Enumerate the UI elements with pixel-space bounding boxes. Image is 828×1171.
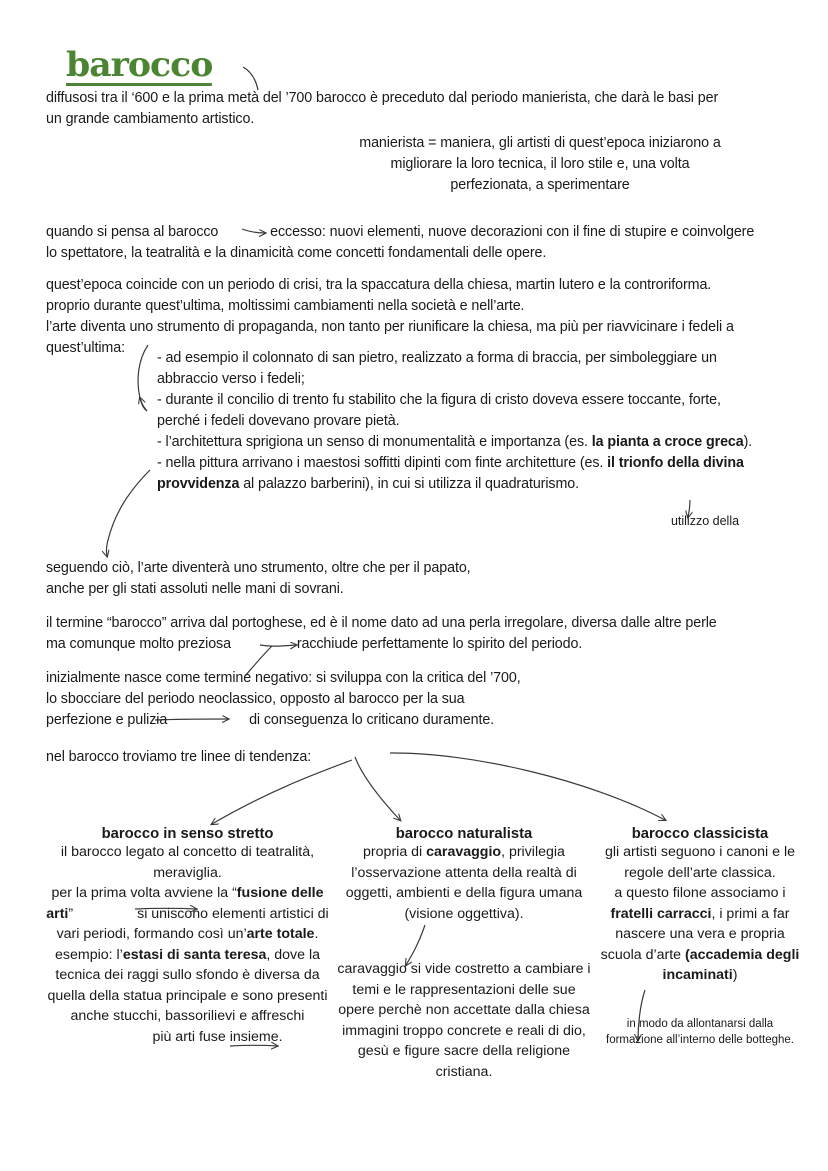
column-3-p1: gli artisti seguono i canoni e le regole dell’arte classica.	[604, 844, 796, 881]
column-3-p2-bold2: (accademia degli incaminati	[662, 946, 800, 983]
column-1-p2-b: ”	[68, 905, 74, 922]
column-1-p1: il barocco legato al concetto di teatralità, meraviglia.	[60, 844, 315, 881]
column-2-p2: caravaggio si vide costretto a cambiare i temi e le rappresentazioni delle sue opere perchè non accettate dalla chiesa immagini troppo concrete e reali di dio, gesù e figure sacre della religione cristiana.	[337, 961, 591, 1080]
eccesso-line-1: eccesso: nuovi elementi, nuove decorazioni con il fine di stupire e coinvolgere	[270, 224, 755, 240]
list-item	[157, 432, 757, 453]
list-item	[157, 348, 757, 390]
note-utilizzo: utilizzo della	[670, 514, 740, 528]
intro-line-2: un grande cambiamento artistico.	[46, 111, 255, 127]
column-2-body	[333, 842, 595, 1082]
bullet-3-text: - l’architettura sprigiona un senso di monumentalità e importanza (es.	[157, 434, 592, 450]
tre-linee-heading: nel barocco troviamo tre linee di tendenza:	[46, 749, 312, 765]
eccesso-line-2: lo spettatore, la teatralità e la dinamicità come concetti fondamentali delle opere.	[46, 245, 547, 261]
negativo-line-2: lo sbocciare del periodo neoclassico, opposto al barocco per la sua	[46, 691, 465, 707]
bullet-4-bold: il trionfo della divina provvidenza	[157, 455, 744, 492]
arrow-branch-3	[390, 753, 665, 820]
column-3-note: in modo da allontanarsi dalla formazione all’interno delle botteghe.	[606, 1017, 794, 1046]
termine-tail: racchiude perfettamente lo spirito del periodo.	[296, 636, 583, 652]
bullet-3-bold: la pianta a croce greca	[591, 434, 744, 450]
document-title-wrap	[66, 45, 213, 86]
negativo-lead: perfezione e pulizia	[46, 712, 168, 728]
intro-paragraph	[46, 88, 786, 130]
column-2-p1-a: propria di	[363, 844, 427, 860]
arrow-branch-2	[355, 757, 400, 820]
column-1-p3-bold: arte totale	[246, 926, 315, 942]
column-3-p2-a: a questo filone associamo i	[614, 885, 786, 901]
termine-row	[46, 634, 816, 655]
column-1-p3-tail: .	[314, 926, 319, 942]
note-manierista	[330, 133, 750, 196]
column-1-p3: si uniscono elementi artistici di vari periodi, formando così un’	[56, 905, 329, 942]
column-3-p2-bold: fratelli carracci	[610, 905, 712, 922]
column-3-p2	[600, 883, 800, 986]
arrow-seguendo	[106, 470, 150, 556]
bullet-4-text: - nella pittura arrivano i maestosi soffitti dipinti com finte architetture (es.	[157, 455, 608, 471]
column-1-p2	[45, 883, 330, 945]
column-1-p4	[45, 945, 330, 1048]
negativo-tail: di conseguenza lo criticano duramente.	[249, 712, 495, 728]
note-manierista-line-2: migliorare la loro tecnica, il loro stile e, una volta	[390, 156, 690, 172]
column-1-heading: barocco in senso stretto	[101, 826, 274, 842]
crisi-line-4: quest’ultima:	[46, 340, 125, 356]
arrow-title	[243, 67, 258, 90]
termine-lead: ma comunque molto preziosa	[46, 636, 231, 652]
negativo-row	[46, 710, 816, 731]
note-manierista-line-3: perfezionata, a sperimentare	[450, 177, 630, 193]
termine-paragraph	[46, 613, 816, 655]
column-3-body	[600, 842, 800, 986]
crisi-line-2: proprio durante quest’ultima, moltissimi cambiamenti nella società e nell’arte.	[46, 298, 525, 314]
column-1-p5: più arti fuse insieme.	[152, 1028, 283, 1045]
column-barocco-classicista	[600, 826, 800, 1048]
arrow-branch-1	[212, 760, 352, 824]
bullet-4-tail: al palazzo barberini), in cui si utilizza il quadraturismo.	[239, 476, 579, 492]
crisi-paragraph	[46, 275, 816, 359]
column-1-p2-bold: fusione delle arti	[46, 885, 324, 922]
column-1-p4-bold: estasi di santa teresa	[122, 946, 267, 963]
bullet-3-tail: ).	[743, 434, 753, 450]
bullet-list	[157, 348, 757, 495]
list-item	[157, 390, 757, 432]
negativo-paragraph	[46, 668, 816, 731]
seguendo-line-2: anche per gli stati assoluti nelle mani di sovrani.	[46, 581, 344, 597]
eccesso-row	[46, 222, 806, 243]
column-1-p4-b: , dove la tecnica dei raggi sullo sfondo è diversa da quella della statua principale e sono presenti anche stucchi, bassorilievi e affreschi	[47, 946, 328, 1024]
brace-bullets-tail	[140, 398, 147, 411]
column-1-body	[45, 842, 330, 1047]
negativo-line-1: inizialmente nasce come termine negativo: si sviluppa con la critica del ’700,	[46, 670, 521, 686]
seguendo-line-1: seguendo ciò, l’arte diventerà uno strumento, oltre che per il papato,	[46, 560, 471, 576]
column-barocco-in-senso-stretto	[45, 826, 330, 1047]
column-2-p1-b: , privilegia l’osservazione attenta della realtà di oggetti, ambienti e della figura umana (visione oggettiva).	[345, 844, 583, 922]
column-1-p2-a: per la prima volta avviene la “	[51, 885, 237, 901]
eccesso-lead: quando si pensa al barocco	[46, 224, 219, 240]
note-manierista-line-1: manierista = maniera, gli artisti di quest’epoca iniziarono a	[359, 135, 721, 151]
column-2-p1-bold: caravaggio	[426, 844, 502, 860]
eccesso-paragraph	[46, 222, 806, 264]
termine-line-1: il termine “barocco” arriva dal portoghese, ed è il nome dato ad una perla irregolare, diversa dalle altre perle	[46, 615, 717, 631]
column-3-p2-b: , i primi a far nascere una vera e propria scuola d’arte	[600, 905, 790, 963]
column-1-p4-a: esempio: l’	[55, 946, 123, 963]
seguendo-paragraph	[46, 558, 746, 600]
bullet-1-text: - ad esempio il colonnato di san pietro, realizzato a forma di braccia, per simboleggiare un abbraccio verso i fedeli;	[157, 350, 717, 387]
page-title: barocco	[66, 45, 213, 85]
intro-line-1: diffusosi tra il ‘600 e la prima metà del ’700 barocco è preceduto dal periodo manierista, che darà le basi per	[46, 90, 719, 106]
crisi-line-3: l’arte diventa uno strumento di propaganda, non tanto per riunificare la chiesa, ma più per riavvicinare i fedeli a	[46, 319, 734, 335]
column-2-heading: barocco naturalista	[395, 826, 533, 842]
bullet-2-text: - durante il concilio di trento fu stabilito che la figura di cristo doveva essere toccante, forte, perché i fedeli dovevano provare pietà.	[157, 392, 721, 429]
column-barocco-naturalista	[333, 826, 595, 1082]
list-item	[157, 453, 757, 495]
column-3-heading: barocco classicista	[631, 826, 769, 842]
column-2-p1	[333, 842, 595, 924]
crisi-line-1: quest’epoca coincide con un periodo di crisi, tra la spaccatura della chiesa, martin lutero e la controriforma.	[46, 277, 712, 293]
column-3-p2-c: )	[732, 967, 738, 983]
